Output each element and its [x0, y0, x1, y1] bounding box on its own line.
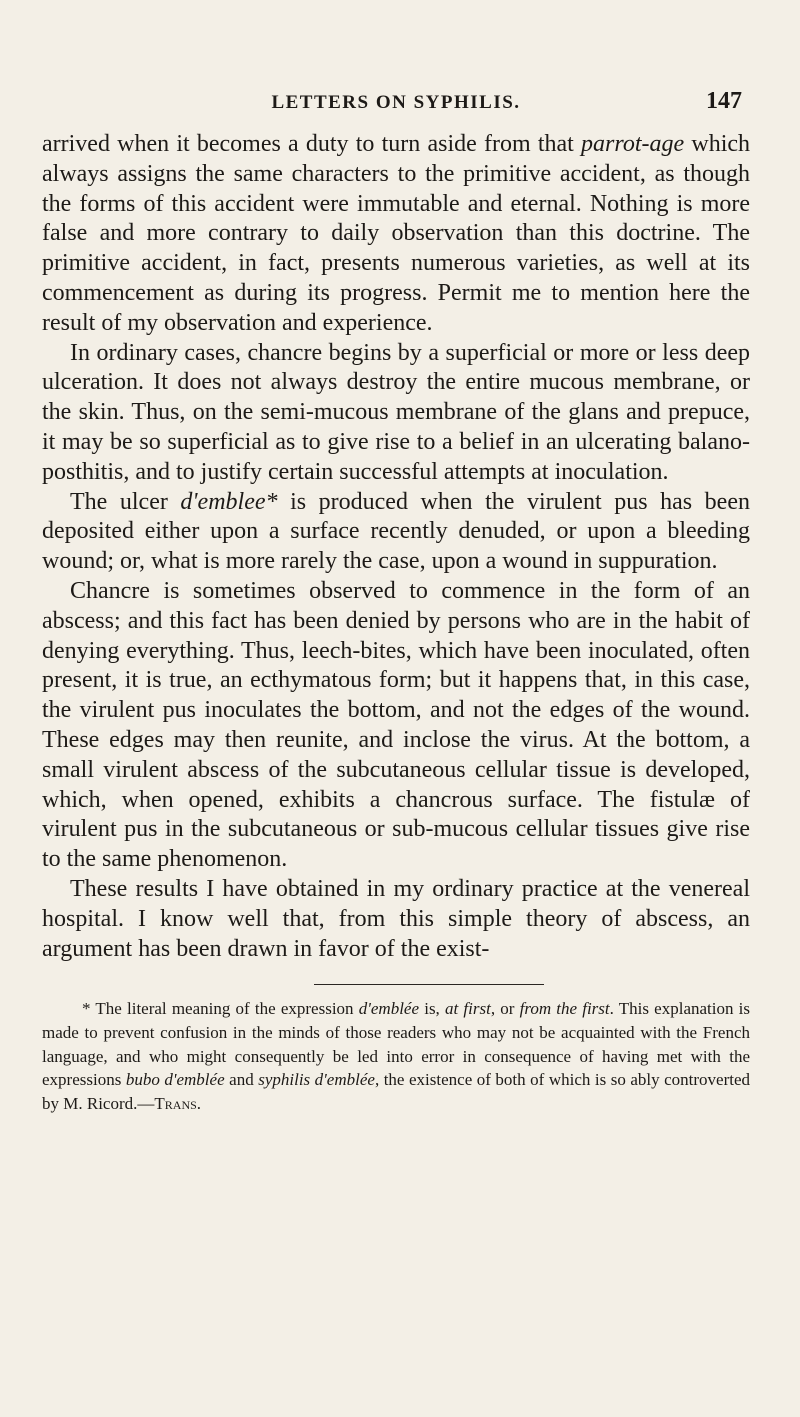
text-run: * The literal meaning of the expression [82, 999, 359, 1019]
text-run: is produced when the virulent pus has been deposited either upon a surface recently denuded, or upon a bleeding wound; or, what is more rarely the case, upon a wound in suppuration. [42, 488, 750, 575]
italic-term-demblee: d'emblee* [180, 488, 278, 515]
paragraph-1 [42, 130, 750, 339]
paragraph-5: These results I have obtained in my ordinary practice at the venereal hospital. I know well that, from this simple theory of abscess, an argument has been drawn in favor of the exist- [42, 875, 750, 962]
footnote-divider [314, 984, 544, 985]
text-run: , or [490, 999, 520, 1019]
text-run: which always assigns the same characters to the primitive accident, as though the forms of this accident were immutable and eternal. Nothing is more false and more contrary to daily observation than this doctrine. The primitive accident, in fact, presents numerous varieties, as well at its commencement as during its progress. Permit me to mention here the result of my observation and experience. [42, 131, 751, 336]
italic-term: d'emblée [358, 999, 420, 1019]
footnote [42, 997, 750, 1115]
italic-term: syphilis d'emblée [258, 1070, 375, 1090]
page-number: 147 [706, 88, 742, 114]
text-run: arrived when it becomes a duty to turn aside from that [42, 131, 582, 157]
text-run: is, [419, 999, 445, 1019]
running-head [42, 88, 750, 126]
paragraph-3 [42, 488, 750, 577]
paragraph-2: In ordinary cases, chancre begins by a superficial or more or less deep ulceration. It does not always destroy the entire mucous membrane, or the skin. Thus, on the semi-mucous membrane of the glans and prepuce, it may be so superficial as to give rise to a belief in an ulcerating balano-posthitis, and to justify certain successful attempts at inoculation. [42, 339, 750, 485]
text-run: and [224, 1070, 259, 1090]
text-run: . This explanation is made to prevent confusion in the minds of those readers who may not be acquainted with the French language, and who might consequently be led into error in consequence of having met with the expressions [42, 999, 751, 1090]
running-title: LETTERS ON SYPHILIS. [271, 92, 521, 113]
body-text [42, 130, 750, 964]
italic-term: at first [445, 999, 491, 1019]
text-run: The ulcer [70, 488, 181, 515]
italic-term: bubo d'emblée [125, 1070, 225, 1090]
italic-term-parrotage: parrot-age [581, 131, 685, 157]
paragraph-4: Chancre is sometimes observed to commence in the form of an abscess; and this fact has been denied by persons who are in the habit of denying everything. Thus, leech-bites, which have been inoculated, often present, it is true, an ecthymatous form; but it happens that, in this case, the virulent pus inoculates the bottom, and not the edges of the wound. These edges may then reunite, and inclose the virus. At the bottom, a small virulent abscess of the subcutaneous cellular tissue is developed, which, when opened, exhibits a chancrous surface. The fistulæ of virulent pus in the subcutaneous or sub-mucous cellular tissues give rise to the same phenomenon. [42, 577, 750, 873]
italic-term: from the first [519, 999, 610, 1019]
text-run: , the existence of both of which is so ably controverted by M. Ricord.— [42, 1070, 751, 1113]
translator-mark: Trans. [154, 1093, 202, 1113]
